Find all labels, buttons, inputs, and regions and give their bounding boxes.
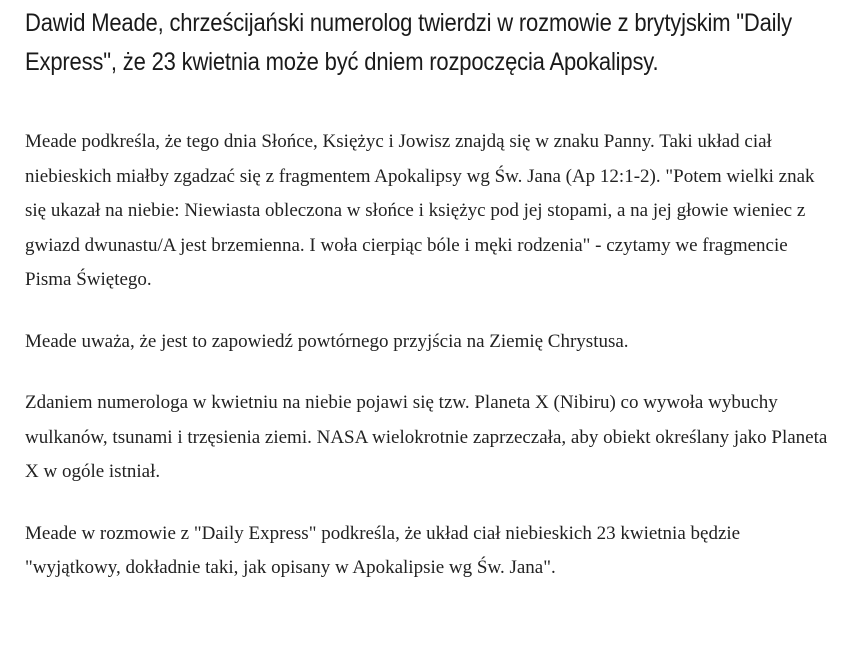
article [25, 0, 830, 586]
article-paragraph-4: Meade w rozmowie z "Daily Express" podkreśla, że układ ciał niebieskich 23 kwietnia będzie "wyjątkowy, dokładnie taki, jak opisany w Apokalipsie wg Św. Jana". [25, 522, 741, 578]
article-paragraph-3: Zdaniem numerologa w kwietniu na niebie pojawi się tzw. Planeta X (Nibiru) co wywoła wybuchy wulkanów, tsunami i trzęsienia ziemi. NASA wielokrotnie zaprzeczała, aby obiekt określany jako Planeta X w ogóle istniał. [25, 392, 828, 482]
article-lead: Dawid Meade, chrześcijański numerolog twierdzi w rozmowie z brytyjskim "Daily Express", że 23 kwietnia może być dniem rozpoczęcia Apokalipsy. [25, 9, 792, 76]
article-paragraph-1: Meade podkreśla, że tego dnia Słońce, Księżyc i Jowisz znajdą się w znaku Panny. Taki układ ciał niebieskich miałby zgadzać się z fragmentem Apokalipsy wg Św. Jana (Ap 12:1-2). "Potem wielki znak się ukazał na niebie: Niewiasta obleczona w słońce i księżyc pod jej stopami, a na jej głowie wieniec z gwiazd dwunastu/A jest brzemienna. I woła cierpiąc bóle i męki rodzenia" - czytamy we fragmencie Pisma Świętego. [25, 131, 815, 290]
article-paragraph-2: Meade uważa, że jest to zapowiedź powtórnego przyjścia na Ziemię Chrystusa. [25, 330, 629, 352]
